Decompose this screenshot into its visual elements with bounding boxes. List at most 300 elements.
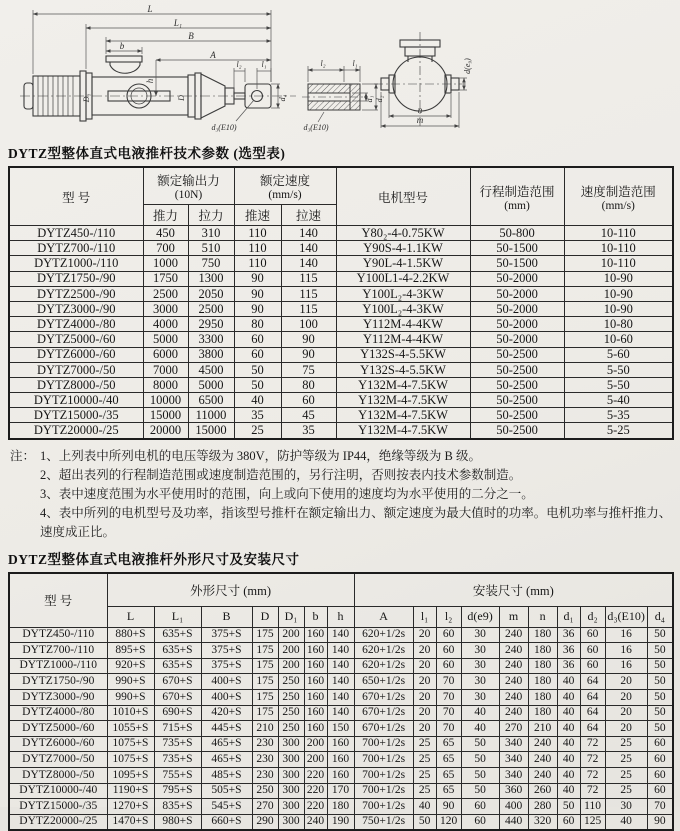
value-cell: 50 [647,658,673,674]
header-unit: (mm/s) [268,189,302,201]
value-cell: 50 [461,767,499,783]
table-row [9,408,673,423]
value-cell: 240 [499,705,528,721]
note-item: 4、表中所列的电机型号及功率，指该型号推杆在额定输出力、额定速度为最大值时的功率。电机功率与推杆推力、 速度成正比。 [40,505,672,539]
table-row [9,705,673,721]
model-cell: DYTZ7000-/50 [9,752,107,768]
table-row [9,271,673,286]
value-cell: 700 [143,241,188,256]
value-cell: 310 [188,226,234,241]
value-cell: 110 [234,226,281,241]
table-row [9,736,673,752]
value-cell: 700+1/2s [354,783,413,799]
value-cell: 200 [304,736,327,752]
value-cell: 7000 [143,362,188,377]
value-cell: 25 [234,423,281,439]
table-row [9,226,673,241]
col-header: A [354,606,413,627]
side-view-drawing [20,56,296,121]
value-cell: 160 [304,627,327,643]
value-cell: 110 [234,256,281,271]
value-cell: Y80₂-4-0.75KW [336,226,470,241]
value-cell: 30 [461,643,499,659]
col-header-stroke-range [470,167,564,226]
header-unit: (mm/s) [601,199,635,212]
value-cell: 40 [557,783,580,799]
value-cell: Y100L₂-4-3KW [336,286,470,301]
model-cell: DYTZ20000-/25 [9,423,143,439]
value-cell: 60 [647,736,673,752]
value-cell: 20 [413,643,436,659]
model-cell: DYTZ700-/110 [9,643,107,659]
value-cell: 300 [278,783,304,799]
value-cell: 240 [499,627,528,643]
table-row [9,658,673,674]
value-cell: 5000 [188,377,234,392]
value-cell: 20 [413,690,436,706]
value-cell: Y132M-4-7.5KW [336,377,470,392]
table-row [9,690,673,706]
value-cell: 160 [327,767,354,783]
value-cell: 465+S [201,752,252,768]
col-header-install-dims: 安装尺寸 (mm) [354,573,673,607]
value-cell: 210 [252,721,278,737]
value-cell: 1470+S [107,814,154,830]
value-cell: 40 [234,393,281,408]
value-cell: 16 [605,627,647,643]
table-row [9,814,673,830]
value-cell: 735+S [154,752,201,768]
value-cell: 300 [278,814,304,830]
value-cell: 125 [580,814,605,830]
value-cell: 270 [499,721,528,737]
value-cell: 2950 [188,317,234,332]
table-row [9,301,673,316]
model-cell: DYTZ15000-/35 [9,408,143,423]
value-cell: 1010+S [107,705,154,721]
table-row [9,362,673,377]
value-cell: 180 [528,643,557,659]
value-cell: 50 [647,705,673,721]
value-cell: 140 [327,674,354,690]
col-header: l₂ [436,606,461,627]
dim-label-h: h [145,78,155,84]
value-cell: 50 [647,674,673,690]
value-cell: 200 [278,627,304,643]
value-cell: 5-40 [564,393,673,408]
value-cell: 700+1/2s [354,752,413,768]
spec-table-body [9,226,673,439]
header-unit: (10N) [174,189,203,201]
table-row [9,643,673,659]
value-cell: 160 [304,658,327,674]
value-cell: 670+S [154,674,201,690]
value-cell: 20 [413,627,436,643]
value-cell: 160 [327,736,354,752]
col-header: 拉速 [281,205,336,226]
value-cell: 180 [528,658,557,674]
value-cell: 25 [413,783,436,799]
value-cell: 2500 [143,286,188,301]
value-cell: 300 [278,767,304,783]
value-cell: 360 [499,783,528,799]
model-cell: DYTZ450-/110 [9,226,143,241]
value-cell: 75 [281,362,336,377]
value-cell: 290 [252,814,278,830]
value-cell: 750+1/2s [354,814,413,830]
value-cell: 250 [252,783,278,799]
value-cell: 60 [234,332,281,347]
value-cell: 64 [580,674,605,690]
value-cell: 50-2500 [470,423,564,439]
value-cell: 65 [436,752,461,768]
note-item: 2、超出表列的行程制造范围或速度制造范围的，另行注明，否则按表内技术参数制造。 [40,467,522,482]
fork-view-drawing [302,84,366,110]
value-cell: 375+S [201,643,252,659]
value-cell: 450 [143,226,188,241]
value-cell: 50 [461,736,499,752]
value-cell: 300 [278,752,304,768]
value-cell: 230 [252,752,278,768]
dim-label-n: n [417,105,423,115]
table-row [9,317,673,332]
value-cell: 50-2500 [470,408,564,423]
value-cell: 175 [252,705,278,721]
value-cell: Y132S-4-5.5KW [336,362,470,377]
value-cell: 72 [580,736,605,752]
col-header-speed-range [564,167,673,226]
value-cell: 40 [557,752,580,768]
side-view-dimensions [33,10,280,121]
value-cell: 115 [281,286,336,301]
value-cell: 80 [281,377,336,392]
col-header: 推速 [234,205,281,226]
value-cell: 20 [605,690,647,706]
value-cell: 175 [252,627,278,643]
value-cell: 90 [647,814,673,830]
value-cell: 20 [413,674,436,690]
technical-drawings [8,4,672,134]
value-cell: 65 [436,736,461,752]
value-cell: 340 [499,736,528,752]
col-header: m [499,606,528,627]
value-cell: 60 [436,658,461,674]
value-cell: 50-2500 [470,393,564,408]
dim-label-A: A [210,50,216,60]
side-view-labels [82,4,287,132]
note-item: 3、表中速度范围为水平使用时的范围，向上或向下使用的速度均为水平使用的二分之一。 [40,486,534,501]
value-cell: 375+S [201,627,252,643]
value-cell: 300 [278,736,304,752]
value-cell: 2050 [188,286,234,301]
value-cell: 180 [528,705,557,721]
value-cell: 35 [281,423,336,439]
value-cell: 1055+S [107,721,154,737]
value-cell: 5000 [143,332,188,347]
value-cell: 240 [528,752,557,768]
value-cell: Y132M-4-7.5KW [336,423,470,439]
value-cell: 10-80 [564,317,673,332]
value-cell: 15000 [143,408,188,423]
value-cell: 50-2500 [470,362,564,377]
value-cell: 485+S [201,767,252,783]
value-cell: 70 [436,705,461,721]
value-cell: 250 [278,721,304,737]
value-cell: 25 [605,783,647,799]
dim-label-b: b [119,41,125,51]
note-item: 1、上列表中所列电机的电压等级为 380V，防护等级为 IP44，绝缘等级为 B 级。 [40,448,481,463]
value-cell: 175 [252,658,278,674]
model-cell: DYTZ8000-/50 [9,377,143,392]
value-cell: 990+S [107,690,154,706]
value-cell: 40 [461,705,499,721]
dimensions-table-body [9,627,673,830]
value-cell: Y90S-4-1.1KW [336,241,470,256]
value-cell: 160 [304,705,327,721]
value-cell: 50-2000 [470,301,564,316]
section2-title: DYTZ型整体直式电液推杆外形尺寸及安装尺寸 [8,551,300,567]
value-cell: 260 [528,783,557,799]
header-unit: (mm) [504,199,530,212]
notes-label: 注： [10,448,36,463]
model-cell: DYTZ20000-/25 [9,814,107,830]
value-cell: 10-90 [564,286,673,301]
value-cell: 50-2500 [470,377,564,392]
value-cell: 375+S [201,658,252,674]
value-cell: 10-110 [564,256,673,271]
value-cell: 2500 [188,301,234,316]
value-cell: 700+1/2s [354,736,413,752]
dim-label-fork-d3: d₃(E10) [303,123,329,132]
value-cell: 70 [436,690,461,706]
value-cell: 795+S [154,783,201,799]
col-header-motor: 电机型号 [336,167,470,226]
col-header: l₁ [413,606,436,627]
value-cell: 620+1/2s [354,643,413,659]
col-header: L [107,606,154,627]
value-cell: 1300 [188,271,234,286]
value-cell: 280 [528,799,557,815]
value-cell: 60 [557,814,580,830]
value-cell: 40 [557,674,580,690]
value-cell: 340 [499,767,528,783]
value-cell: 8000 [143,377,188,392]
model-cell: DYTZ15000-/35 [9,799,107,815]
value-cell: 200 [304,752,327,768]
value-cell: 545+S [201,799,252,815]
value-cell: 100 [281,317,336,332]
value-cell: 50-1500 [470,241,564,256]
value-cell: Y132M-4-7.5KW [336,408,470,423]
value-cell: 160 [327,752,354,768]
notes-block [10,447,680,542]
value-cell: 5-50 [564,362,673,377]
dim-label-D: D [177,95,186,101]
value-cell: 115 [281,271,336,286]
value-cell: 60 [647,752,673,768]
value-cell: 10-90 [564,271,673,286]
value-cell: 110 [580,799,605,815]
value-cell: 400 [499,799,528,815]
value-cell: 670+1/2s [354,690,413,706]
value-cell: 140 [327,627,354,643]
value-cell: 140 [327,690,354,706]
value-cell: 15000 [188,423,234,439]
value-cell: 140 [281,241,336,256]
value-cell: 715+S [154,721,201,737]
value-cell: 180 [327,799,354,815]
value-cell: Y100L1-4-2.2KW [336,271,470,286]
col-header: h [327,606,354,627]
value-cell: 420+S [201,705,252,721]
value-cell: 400+S [201,674,252,690]
value-cell: 30 [605,799,647,815]
value-cell: 160 [304,643,327,659]
value-cell: 140 [327,705,354,721]
value-cell: 700+1/2s [354,799,413,815]
value-cell: 50 [557,799,580,815]
value-cell: 72 [580,752,605,768]
value-cell: 160 [304,674,327,690]
value-cell: 4000 [143,317,188,332]
col-header: d₂ [580,606,605,627]
value-cell: 300 [278,799,304,815]
value-cell: 115 [281,301,336,316]
value-cell: Y100L₂-4-3KW [336,301,470,316]
value-cell: 635+S [154,643,201,659]
value-cell: 20 [413,705,436,721]
value-cell: 895+S [107,643,154,659]
dim-label-d3: d₃(E10) [211,123,237,132]
table-row [9,377,673,392]
value-cell: 10-110 [564,241,673,256]
value-cell: 3000 [143,301,188,316]
dimensions-table [8,572,674,831]
header-line: 额定输出力 [157,174,220,188]
value-cell: 635+S [154,627,201,643]
value-cell: 980+S [154,814,201,830]
value-cell: 40 [557,690,580,706]
table-row [9,332,673,347]
value-cell: 65 [436,767,461,783]
value-cell: 30 [461,690,499,706]
value-cell: 70 [436,674,461,690]
section1-title: DYTZ型整体直式电液推杆技术参数 (选型表) [8,146,286,161]
value-cell: 72 [580,783,605,799]
value-cell: 660+S [201,814,252,830]
value-cell: 240 [528,767,557,783]
value-cell: 50-2000 [470,317,564,332]
value-cell: 270 [252,799,278,815]
value-cell: 90 [281,332,336,347]
col-header: d₁ [557,606,580,627]
value-cell: 90 [234,286,281,301]
value-cell: 505+S [201,783,252,799]
subheader-row [9,606,673,627]
value-cell: Y90L-4-1.5KW [336,256,470,271]
value-cell: 50-2000 [470,286,564,301]
table-row [9,393,673,408]
value-cell: 70 [647,799,673,815]
end-view-dimensions [381,78,467,128]
value-cell: 250 [278,690,304,706]
model-cell: DYTZ4000-/80 [9,705,107,721]
value-cell: 510 [188,241,234,256]
value-cell: 70 [436,721,461,737]
value-cell: 25 [413,736,436,752]
model-cell: DYTZ10000-/40 [9,393,143,408]
col-header: D₁ [278,606,304,627]
value-cell: 60 [580,627,605,643]
top-port-shape [106,56,142,62]
value-cell: 90 [436,799,461,815]
value-cell: 50-1500 [470,256,564,271]
value-cell: 90 [234,271,281,286]
model-cell: DYTZ1750-/90 [9,271,143,286]
table-row [9,674,673,690]
value-cell: 50 [234,377,281,392]
model-cell: DYTZ5000-/60 [9,332,143,347]
value-cell: 36 [557,658,580,674]
value-cell: 670+S [154,690,201,706]
value-cell: 25 [413,767,436,783]
col-header: D [252,606,278,627]
value-cell: 400+S [201,690,252,706]
header-line: 速度制造范围 [580,184,656,199]
spec-table [8,166,674,440]
value-cell: 3300 [188,332,234,347]
value-cell: 25 [413,752,436,768]
value-cell: 5-50 [564,377,673,392]
value-cell: 175 [252,674,278,690]
value-cell: 60 [461,814,499,830]
value-cell: Y112M-4-4KW [336,317,470,332]
value-cell: 16 [605,643,647,659]
value-cell: 670+1/2s [354,721,413,737]
value-cell: 180 [528,690,557,706]
value-cell: 1075+S [107,736,154,752]
table-row [9,783,673,799]
value-cell: 180 [528,627,557,643]
value-cell: 1075+S [107,752,154,768]
value-cell: 30 [461,658,499,674]
dim-label-l1: l₁ [261,60,267,69]
value-cell: 250 [278,705,304,721]
value-cell: 1190+S [107,783,154,799]
value-cell: 4500 [188,362,234,377]
value-cell: 110 [234,241,281,256]
fork-prong-shape [308,84,350,93]
model-cell: DYTZ4000-/80 [9,317,143,332]
value-cell: 80 [234,317,281,332]
value-cell: 10000 [143,393,188,408]
value-cell: 16 [605,658,647,674]
value-cell: 240 [499,658,528,674]
value-cell: 140 [281,256,336,271]
value-cell: 6000 [143,347,188,362]
value-cell: 230 [252,736,278,752]
col-header: B [201,606,252,627]
value-cell: 5-35 [564,408,673,423]
col-header-model: 型 号 [9,573,107,628]
value-cell: 180 [528,674,557,690]
value-cell: 20 [605,674,647,690]
col-header-outline-dims: 外形尺寸 (mm) [107,573,354,607]
table-row [9,256,673,271]
model-cell: DYTZ6000-/60 [9,347,143,362]
value-cell: 190 [327,814,354,830]
value-cell: 40 [461,721,499,737]
